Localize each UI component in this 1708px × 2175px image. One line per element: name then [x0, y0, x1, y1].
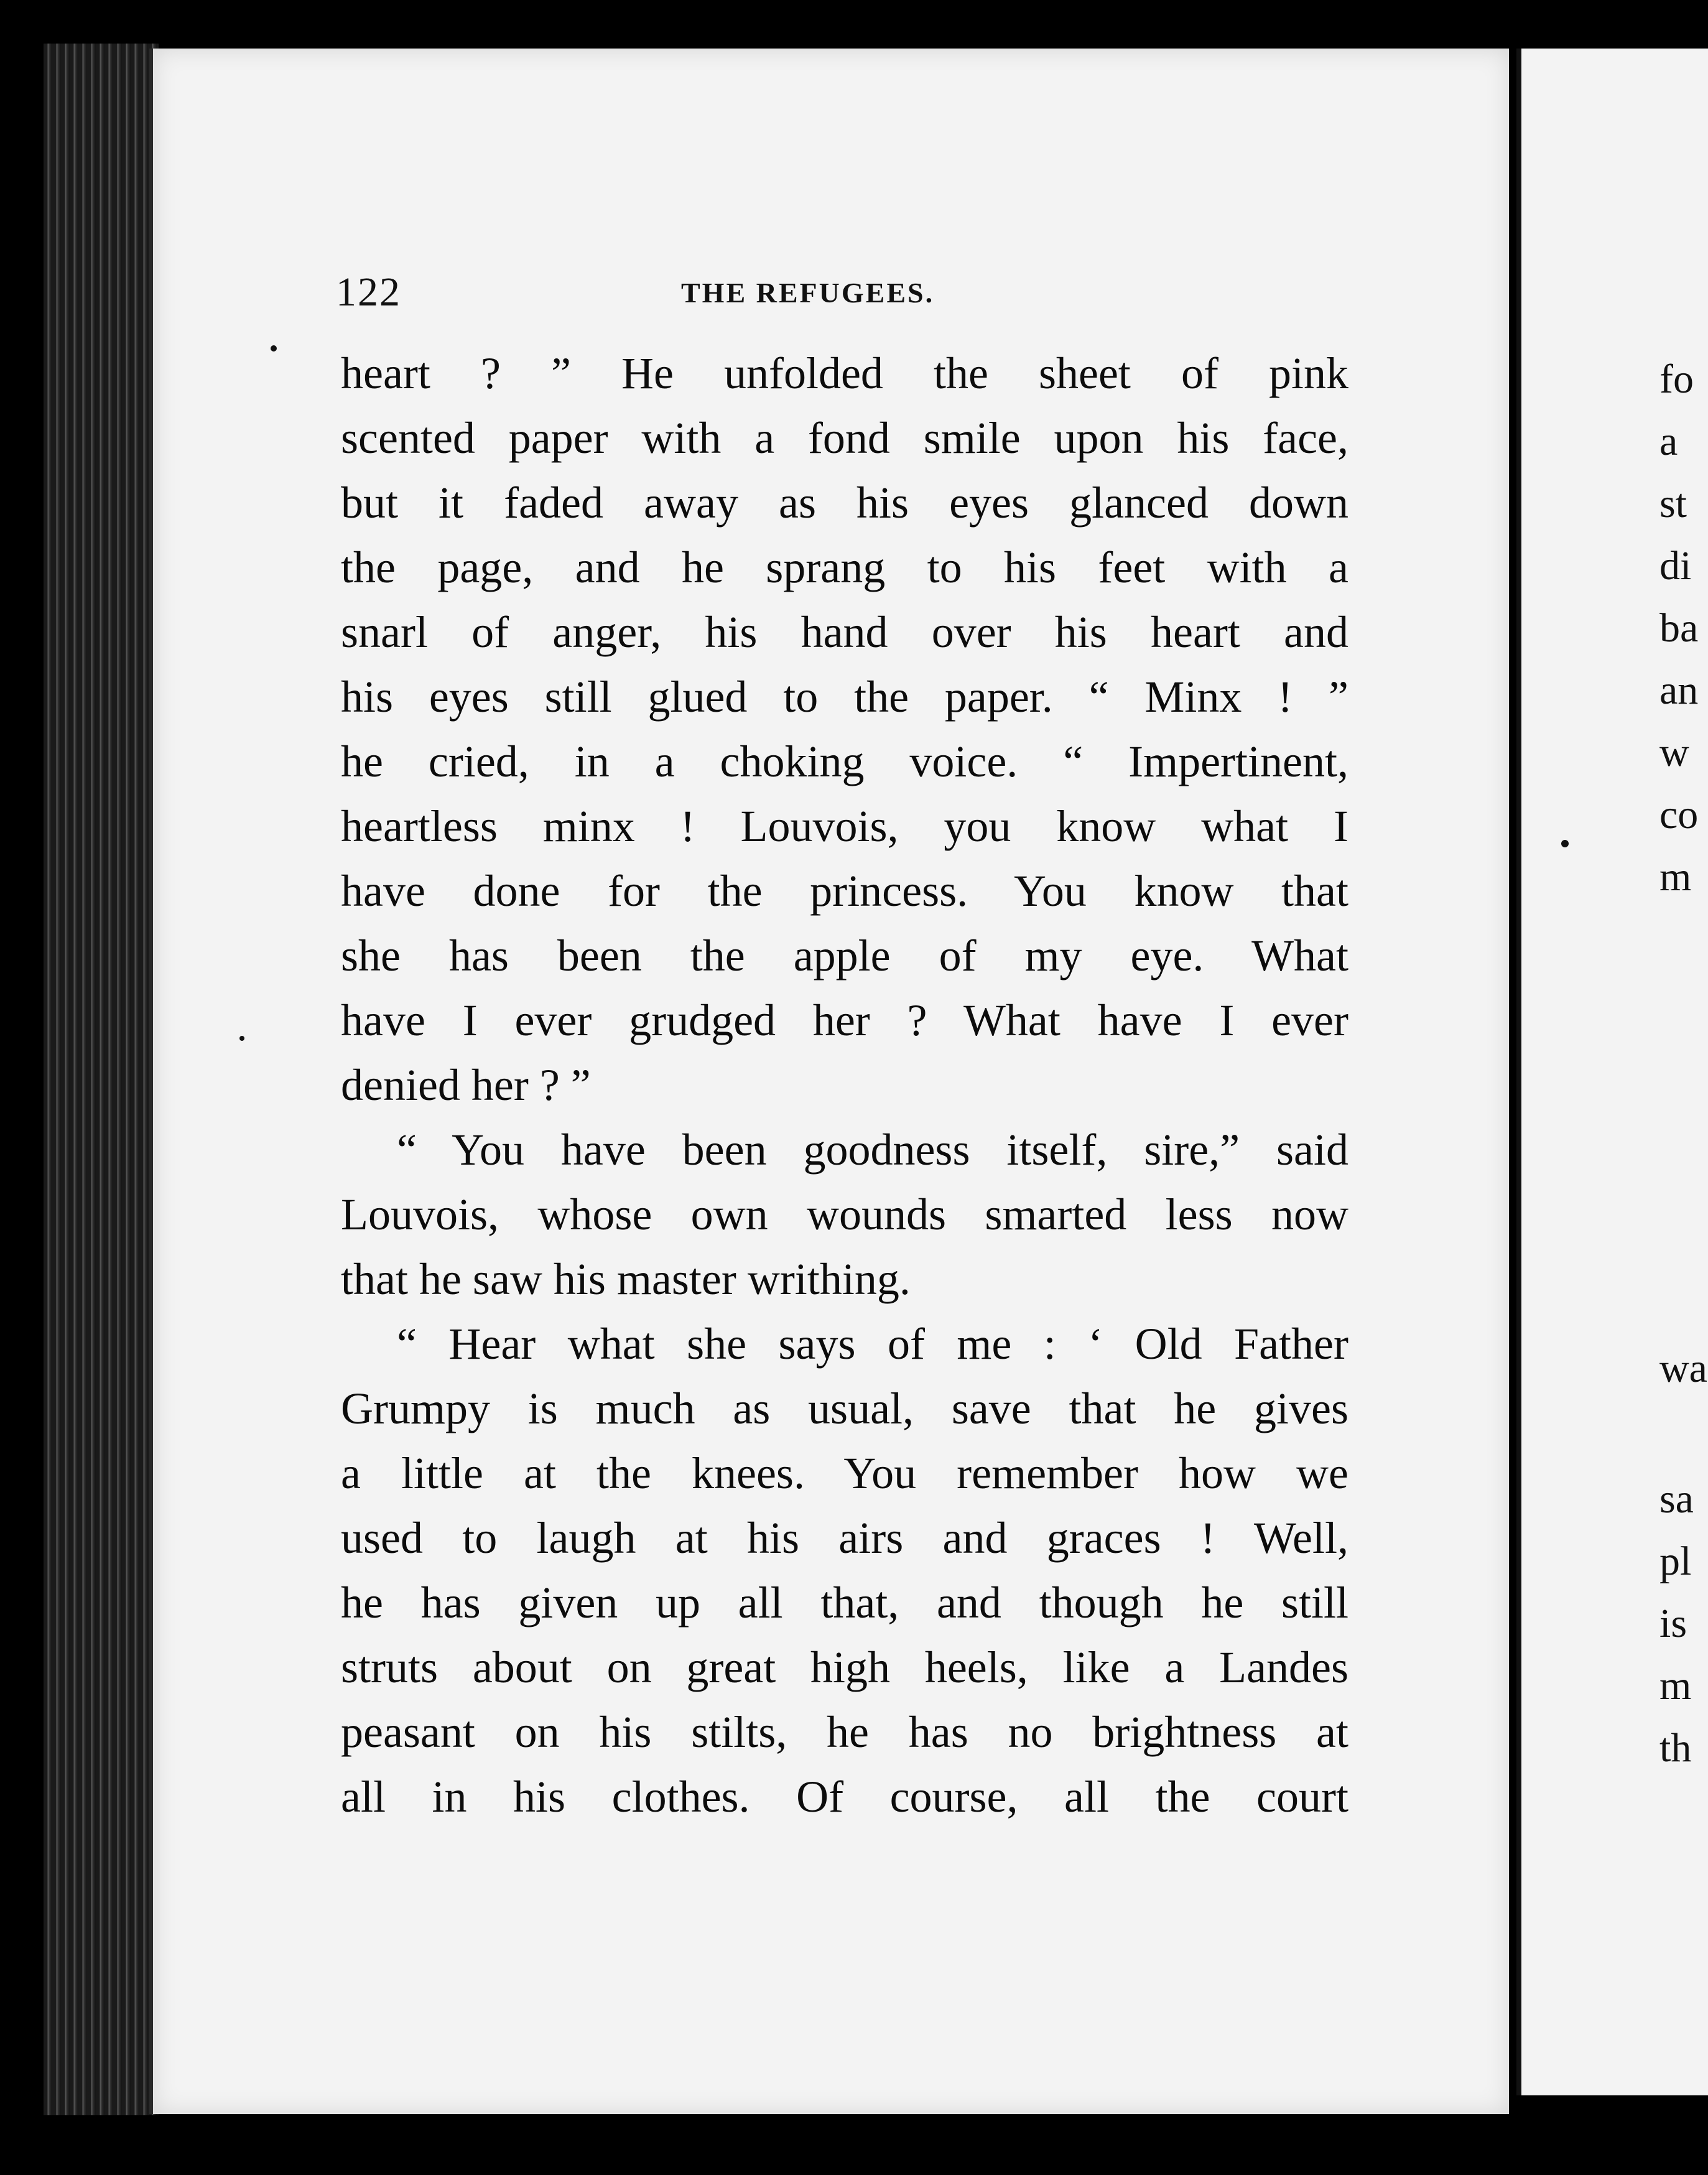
text-line: have done for the princess. You know that — [341, 866, 1348, 916]
text-line: all in his clothes. Of course, all the court — [341, 1772, 1348, 1822]
text-line: used to laugh at his airs and graces ! Well, — [341, 1513, 1348, 1563]
body-text — [341, 341, 1348, 1829]
text-line: his eyes still glued to the paper. “ Minx ! ” — [341, 672, 1348, 722]
facing-page-fragment: is — [1659, 1601, 1687, 1646]
text-line: struts about on great high heels, like a Landes — [341, 1642, 1348, 1692]
running-title: THE REFUGEES. — [681, 277, 935, 309]
text-line: denied her ? ” — [341, 1060, 591, 1110]
text-line: he cried, in a choking voice. “ Impertinent, — [341, 737, 1348, 786]
text-line: peasant on his stilts, he has no brightness at — [341, 1707, 1348, 1757]
text-line: Louvois, whose own wounds smarted less now — [341, 1190, 1348, 1239]
page-edge-stack — [44, 44, 159, 2115]
facing-page-fragment: m — [1659, 1663, 1692, 1708]
facing-page-fragment: th — [1659, 1725, 1692, 1771]
facing-page-fragment: m — [1659, 854, 1692, 900]
text-line: but it faded away as his eyes glanced down — [341, 478, 1348, 528]
text-line: he has given up all that, and though he still — [341, 1578, 1348, 1628]
facing-page-fragment: pl — [1659, 1539, 1692, 1584]
text-line: she has been the apple of my eye. What — [341, 931, 1348, 980]
text-line: that he saw his master writhing. — [341, 1254, 911, 1304]
facing-page-fragment: w — [1659, 730, 1689, 775]
scan-speck — [1561, 840, 1569, 847]
facing-page-fragment: st — [1659, 481, 1687, 526]
text-line: a little at the knees. You remember how we — [341, 1448, 1348, 1498]
facing-page-fragment: co — [1659, 792, 1699, 837]
facing-page-fragment: an — [1659, 668, 1699, 713]
page-number: 122 — [336, 269, 401, 315]
facing-page-fragment: ba — [1659, 605, 1699, 651]
scan-speck — [271, 345, 277, 352]
text-line: scented paper with a fond smile upon his face, — [341, 413, 1348, 463]
text-line: “ Hear what she says of me : ‘ Old Father — [397, 1319, 1348, 1369]
page-header — [336, 269, 1331, 319]
text-line: Grumpy is much as usual, save that he gives — [341, 1384, 1348, 1433]
text-line: heartless minx ! Louvois, you know what I — [341, 801, 1348, 851]
facing-page-fragment: wa — [1659, 1346, 1707, 1391]
scan-speck — [239, 1036, 244, 1041]
text-line: snarl of anger, his hand over his heart and — [341, 607, 1348, 657]
text-line: heart ? ” He unfolded the sheet of pink — [341, 348, 1348, 398]
facing-page-fragment: di — [1659, 543, 1692, 589]
facing-page-fragment: a — [1659, 419, 1678, 464]
text-line: have I ever grudged her ? What have I ever — [341, 995, 1348, 1045]
text-line: “ You have been goodness itself, sire,” said — [397, 1125, 1348, 1175]
text-line: the page, and he sprang to his feet with a — [341, 543, 1348, 592]
facing-page-fragment: sa — [1659, 1476, 1694, 1522]
facing-page-fragment: fo — [1659, 356, 1694, 402]
